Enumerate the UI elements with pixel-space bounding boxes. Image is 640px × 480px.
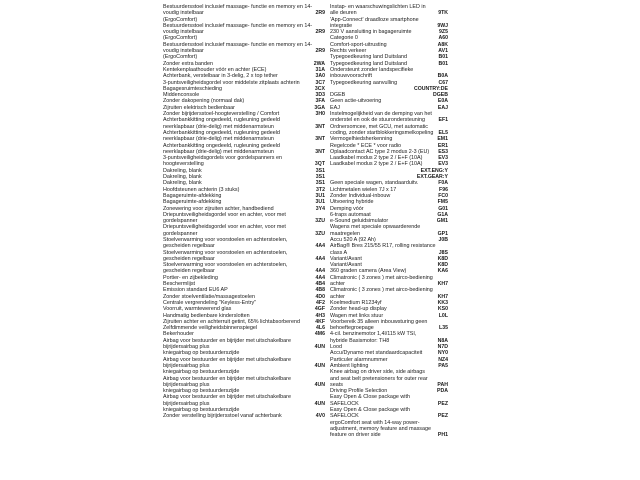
- option-code: AV1: [438, 48, 448, 55]
- option-code: PA5: [438, 362, 448, 369]
- option-description: Ordnersomcee, met GCU, met automatic coding, zonder startblokkeringsmelkopeling: [330, 123, 434, 136]
- option-code: KA6: [437, 268, 448, 275]
- option-description: Instelmogelijkheid van de demping van het onderstel en ook de stuurondersteuning: [330, 111, 432, 124]
- option-code: NY0: [437, 350, 448, 357]
- option-description: (ErgoComfort): [163, 54, 198, 61]
- option-description: Geen speciale wagen, standaarduitv.: [330, 180, 419, 187]
- option-row: [330, 420, 448, 439]
- option-code: EM1: [437, 136, 448, 143]
- option-code: 4F2: [316, 299, 325, 306]
- option-description: Beschermlijst: [163, 281, 196, 288]
- option-code: 3U1: [315, 199, 325, 206]
- option-row: [330, 124, 448, 137]
- option-code: B01: [438, 54, 448, 61]
- option-description: Lichtmetalen wielen 7J x 17: [330, 186, 397, 193]
- option-description: Climatronic ( 3 zones ) met airco-bediening achter: [330, 274, 433, 288]
- option-description: Easy Open & Close package with SAFELOCK: [330, 394, 411, 407]
- option-code: 3D3: [315, 92, 325, 99]
- option-description: Zonder stoelventilatie/massagestoelen: [163, 293, 255, 300]
- option-description: Dakreling, blank: [163, 180, 202, 187]
- option-code: EXT.ENG:Y: [420, 167, 448, 174]
- option-row: [163, 143, 325, 156]
- option-description: kniegairbag op bestuurderszijde: [163, 388, 240, 395]
- option-description: 230 V aansluiting in bagageruimte: [330, 29, 412, 36]
- option-description: Zijruiten achter en achterruit getint, 65% lichtabsorberend: [163, 318, 300, 325]
- option-description: Variant/Avant: [330, 255, 362, 262]
- option-code: 4B8: [315, 287, 325, 294]
- option-description: Airbag voor bestuurder en bijrijder met uitschakelbare bijrijdersairbag plus: [163, 394, 291, 407]
- option-description: Accu/Dynamo met standaardcapaciteit: [330, 350, 423, 357]
- option-code: 4A4: [315, 255, 325, 262]
- option-description: Geen actie-uitvoering: [330, 98, 382, 105]
- option-row: [330, 17, 448, 30]
- option-description: Typegoedkeuring land Duitsland: [330, 54, 408, 61]
- option-description: Categorie 0: [330, 35, 358, 42]
- option-description: (ErgoComfort): [163, 16, 198, 23]
- option-row: [330, 319, 448, 332]
- option-code: 3NT: [315, 148, 325, 155]
- option-code: FC0: [438, 192, 448, 199]
- option-code: 4UN: [314, 381, 325, 388]
- option-description: Stoelverwarming voor voorstoelen en achterstoelen, gescheiden regelbaar: [163, 249, 288, 262]
- option-row: [163, 338, 325, 351]
- option-code: G1A: [437, 211, 448, 218]
- option-code: 3S1: [315, 174, 325, 181]
- option-code: 4L6: [316, 325, 325, 332]
- option-code: 3U1: [315, 192, 325, 199]
- option-code: L35: [439, 325, 448, 332]
- option-code: EL5: [438, 129, 448, 136]
- option-code: A8K: [437, 41, 448, 48]
- option-description: Regelcode * ECE * voor radio: [330, 142, 402, 149]
- option-code: 4B4: [315, 281, 325, 288]
- option-description: 360 graden camera (Area View): [330, 268, 407, 275]
- option-description: Handmatig bedienbare kinderslotten: [163, 312, 250, 319]
- option-description: Wagens met speciale opwaarderende maatregelen: [330, 224, 421, 237]
- option-code: EAJ: [437, 104, 448, 111]
- option-code: EV3: [438, 155, 448, 162]
- option-code: 31A: [315, 66, 325, 73]
- option-description: Achterbankkitting ongedeeld, rugleuning gedeeld neerklapbaar (drie-delig) met middenarmsteun: [163, 117, 280, 130]
- option-row: [163, 357, 325, 370]
- option-code: PEZ: [437, 400, 448, 407]
- option-code: 4D0: [315, 293, 325, 300]
- option-description: Typegoedkeuring aanvulling: [330, 79, 398, 86]
- option-row: [163, 262, 325, 275]
- option-code: GM1: [436, 218, 448, 225]
- option-code: 4V0: [315, 413, 325, 420]
- option-code: NZ4: [438, 356, 448, 363]
- option-description: Dakreling, blank: [163, 167, 202, 174]
- option-description: 3-puntsveiligheidsgordels voor gordelspanners en hoogteverstelling: [163, 155, 282, 168]
- option-row: [330, 287, 448, 300]
- option-description: Portier- en zijbekleding: [163, 274, 218, 281]
- option-description: EAJ: [330, 104, 340, 111]
- option-description: Zonder extra banden: [163, 60, 214, 67]
- option-description: Accu 520 A (92 Ah): [330, 236, 376, 243]
- option-description: Zonder verstelling bijrijdersstoel vanaf achterbank: [163, 413, 282, 420]
- right-option-column: [330, 4, 448, 438]
- option-code: N8A: [437, 337, 448, 344]
- option-description: Bagagesruimteschieding: [163, 85, 223, 92]
- option-description: Easy Open & Close package with SAFELOCK: [330, 407, 411, 420]
- option-description: kniegairbag op bestuurderszijde: [163, 369, 240, 376]
- option-code: KH7: [437, 293, 448, 300]
- option-code: 4GF: [314, 306, 325, 313]
- option-description: 3-puntsveiligheidsgordel voor middelste zitplaats achterin: [163, 79, 300, 86]
- option-description: Zonder bijrijdersstoel-hoogteverstelling / Comfort: [163, 111, 280, 118]
- option-code: 3ZU: [315, 230, 325, 237]
- option-code: 3S1: [315, 167, 325, 174]
- option-description: Koelmedium R1234yf: [330, 299, 382, 306]
- option-description: Kentekenplaathouder vóór en achter (ECE): [163, 66, 267, 73]
- option-description: Vermogelhiedsherkenning: [330, 136, 393, 143]
- option-code: COUNTRY:DE: [413, 85, 448, 92]
- option-code: K8D: [437, 262, 448, 269]
- option-description: Middenconsole: [163, 92, 200, 99]
- option-code: DGEB: [433, 92, 448, 99]
- option-code: 3C7: [315, 79, 325, 86]
- option-code: 4UN: [314, 362, 325, 369]
- option-description: 'App-Connect' draadloze smartphone integratie: [330, 16, 419, 29]
- option-code: PAH: [437, 381, 448, 388]
- option-row: [163, 394, 325, 407]
- option-description: (ErgoComfort): [163, 35, 198, 42]
- option-description: Centrale vergrendeling "Keyless-Entry": [163, 299, 257, 306]
- option-row: [330, 394, 448, 407]
- option-code: 4KF: [315, 318, 325, 325]
- option-row: [163, 23, 325, 36]
- option-description: e-Sound geluidsimulator: [330, 218, 389, 225]
- option-code: PH1: [437, 432, 448, 439]
- option-description: 4-cil. benzinemotor 1,4l/115 kW TSI, hybride Basismotor: TH8: [330, 331, 417, 344]
- option-code: GP1: [437, 230, 448, 237]
- option-row: [330, 111, 448, 124]
- option-code: 2R9: [315, 10, 325, 17]
- option-description: Driepuntsveiligheidsgordel voor en achter, voor met gordelspanner: [163, 224, 286, 237]
- option-description: Rechts verkeer: [330, 48, 367, 55]
- option-description: kniegairbag op bestuurderszijde: [163, 350, 240, 357]
- option-code: 3FA: [315, 98, 325, 105]
- option-code: 3NT: [315, 123, 325, 130]
- option-description: AirBag® Bres 215/55 R17, rolling resistance class A: [330, 243, 436, 256]
- option-code: 3CX: [314, 85, 325, 92]
- option-code: ER1: [437, 142, 448, 149]
- option-code: 4A4: [315, 268, 325, 275]
- option-code: 3T2: [316, 186, 325, 193]
- option-description: Zonder dakopening (normaal dak): [163, 98, 245, 105]
- option-description: Laadkabel modus 2 type 2 / E+F (10A): [330, 155, 423, 162]
- option-description: Stoelverwarming voor voorstoelen en achterstoelen, gescheiden regelbaar: [163, 236, 288, 250]
- option-description: Dakreling, blank: [163, 174, 202, 181]
- option-description: Driepuntsveiligheidsgordel voor en achter, voor met gordelspanner: [163, 211, 286, 225]
- option-description: Hoofdsteunen achterin (3 stuks): [163, 186, 240, 193]
- option-description: Knee airbag on driver side, side airbags and seat belt pretensioners for outer rear seats: [330, 369, 428, 388]
- option-description: Airbag voor bestuurder en bijrijder met uitschakelbare bijrijdersairbag plus: [163, 337, 291, 351]
- option-code: KH7: [437, 281, 448, 288]
- option-row: [163, 250, 325, 263]
- option-code: KS0: [437, 306, 448, 313]
- option-code: 9WJ: [437, 22, 448, 29]
- option-description: Voorruit, warmtewerend glas: [163, 306, 232, 313]
- option-row: [330, 369, 448, 388]
- option-description: Zijruiten elektrisch bedienbaar: [163, 104, 235, 111]
- option-description: Zonder head-up display: [330, 306, 387, 313]
- option-code: 4A4: [315, 243, 325, 250]
- option-description: Ondersteunt zonder landspecifieke inbouwvoorschrift: [330, 66, 414, 80]
- option-code: 2WA: [313, 60, 325, 67]
- option-code: FM5: [437, 199, 448, 206]
- option-description: DGEB: [330, 92, 346, 99]
- option-code: 4UN: [314, 400, 325, 407]
- option-description: Variant/Avant: [330, 262, 362, 269]
- option-code: EV3: [438, 161, 448, 168]
- option-code: C67: [438, 79, 448, 86]
- option-description: Wagen met links stuur: [330, 312, 384, 319]
- option-description: Bagageruimte-afdekking: [163, 199, 222, 206]
- option-code: EF1: [438, 117, 448, 124]
- option-description: Bagageruimte-afdekking: [163, 192, 222, 199]
- option-code: 3A0: [315, 73, 325, 80]
- option-code: N7D: [437, 344, 448, 351]
- option-code: F96: [439, 186, 448, 193]
- option-description: Instap- en waarschuwingslichten LED in alle deuren: [330, 4, 426, 17]
- option-code: J0B: [438, 236, 448, 243]
- option-row: [330, 407, 448, 420]
- option-row: [163, 4, 325, 17]
- option-code: 3ZU: [315, 218, 325, 225]
- option-description: Zonder Individual-inbouw: [330, 192, 391, 199]
- option-code: F0A: [438, 180, 448, 187]
- option-code: 3QT: [314, 161, 325, 168]
- option-row: [163, 117, 325, 130]
- option-description: Voorbereik 35 alleen inbouwsturing geen behoeftegroepage: [330, 318, 428, 332]
- option-row: [163, 155, 325, 168]
- option-description: Bestuurdersstoel inclusief massage- functie en memory en 14-voudig instelbaar: [163, 22, 313, 36]
- option-code: 3NT: [315, 136, 325, 143]
- option-code: 4M6: [314, 331, 325, 338]
- option-code: 4UN: [314, 344, 325, 351]
- option-code: 3H0: [315, 111, 325, 118]
- option-description: Achterbank, verstelbaar in 3-delig, 2 x top tether: [163, 73, 278, 80]
- option-description: Achterbankkitting ongedeeld, rugleuning gedeeld neerklapbaar (drie-delig) met middenarmsteun: [163, 142, 280, 155]
- option-description: Stoelverwarming voor voorstoelen en achterstoelen, gescheiden regelbaar: [163, 262, 288, 275]
- option-row: [330, 67, 448, 80]
- option-description: Oplaadcontact AC type 2 modus 2-3 (EU): [330, 148, 430, 155]
- option-code: E0A: [437, 98, 448, 105]
- option-description: Particuler alarmnummer: [330, 356, 388, 363]
- option-row: [163, 42, 325, 55]
- option-code: PDA: [437, 388, 448, 395]
- option-code: 2R9: [315, 29, 325, 36]
- option-code: ES3: [438, 148, 448, 155]
- option-code: 3GA: [314, 104, 325, 111]
- option-row: [163, 212, 325, 225]
- option-code: 4A4: [315, 274, 325, 281]
- option-description: Climatronic ( 3 zones ) met airco-bediening achter: [330, 287, 433, 300]
- option-code: L0L: [438, 312, 448, 319]
- option-code: B01: [438, 60, 448, 67]
- option-code: B0A: [437, 73, 448, 80]
- option-description: Zonewering voor zijruiten achter, handbediend: [163, 205, 274, 212]
- option-description: Bestuurdersstoel inclusief massage- functie en memory en 14-voudig instelbaar: [163, 4, 313, 17]
- option-code: 2R9: [315, 48, 325, 55]
- left-option-column: [163, 4, 325, 420]
- option-row: [163, 376, 325, 389]
- option-row: [163, 130, 325, 143]
- option-description: Emission standard EU6 AP: [163, 287, 228, 294]
- option-row: [163, 413, 325, 419]
- option-description: Demping vóór: [330, 205, 364, 212]
- option-row: [330, 4, 448, 17]
- option-code: A60: [438, 35, 448, 42]
- option-description: Laadkabel modus 2 type 2 / E+F (10A): [330, 161, 423, 168]
- option-description: Uitvoering hybride: [330, 199, 374, 206]
- option-code: EXT.GEAR:Y: [416, 174, 448, 181]
- option-row: [330, 224, 448, 237]
- option-description: Typegoedkeuring land Duitsland: [330, 60, 408, 67]
- option-code: 9Z5: [439, 29, 448, 36]
- option-description: Ambient lighting: [330, 362, 369, 369]
- option-description: Airbag voor bestuurder en bijrijder met uitschakelbare bijrijdersairbag plus: [163, 375, 291, 388]
- option-row: [330, 243, 448, 256]
- option-description: kniegairbag op bestuurderszijde: [163, 407, 240, 413]
- option-description: Bekerhouder: [163, 331, 194, 338]
- option-row: [330, 331, 448, 344]
- option-code: PEZ: [437, 413, 448, 420]
- option-description: ergoComfort seat with 14-way power-adjustment, memory feature and massage feature on driver side: [330, 419, 431, 439]
- option-code: 3S1: [315, 180, 325, 187]
- option-code: 3Y4: [315, 205, 325, 212]
- option-description: Comfort-sport-uitrusting: [330, 41, 387, 48]
- option-description: Driving Profile Selection: [330, 388, 388, 395]
- option-row: [330, 275, 448, 288]
- option-row: [163, 224, 325, 237]
- option-description: Airbag voor bestuurder en bijrijder met uitschakelbare bijrijdersairbag plus: [163, 356, 291, 369]
- option-code: K8D: [437, 255, 448, 262]
- option-code: J8S: [438, 249, 448, 256]
- option-description: Lood: [330, 344, 342, 351]
- option-code: 4H3: [315, 312, 325, 319]
- option-description: Zelfdimmende veiligheidsbinnenspiegel: [163, 325, 258, 332]
- option-code: KK3: [437, 299, 448, 306]
- option-description: Achterbankkitting ongedeeld, rugleuning gedeeld neerklapbaar (drie-delig) met middenarmsteun: [163, 129, 280, 143]
- option-row: [163, 237, 325, 250]
- option-code: 9TK: [438, 10, 448, 17]
- option-description: Bestuurdersstoel inclusief massage- functie en memory en 14-voudig instelbaar: [163, 41, 313, 55]
- option-code: G01: [438, 205, 448, 212]
- option-description: 6-traps automaat: [330, 211, 371, 218]
